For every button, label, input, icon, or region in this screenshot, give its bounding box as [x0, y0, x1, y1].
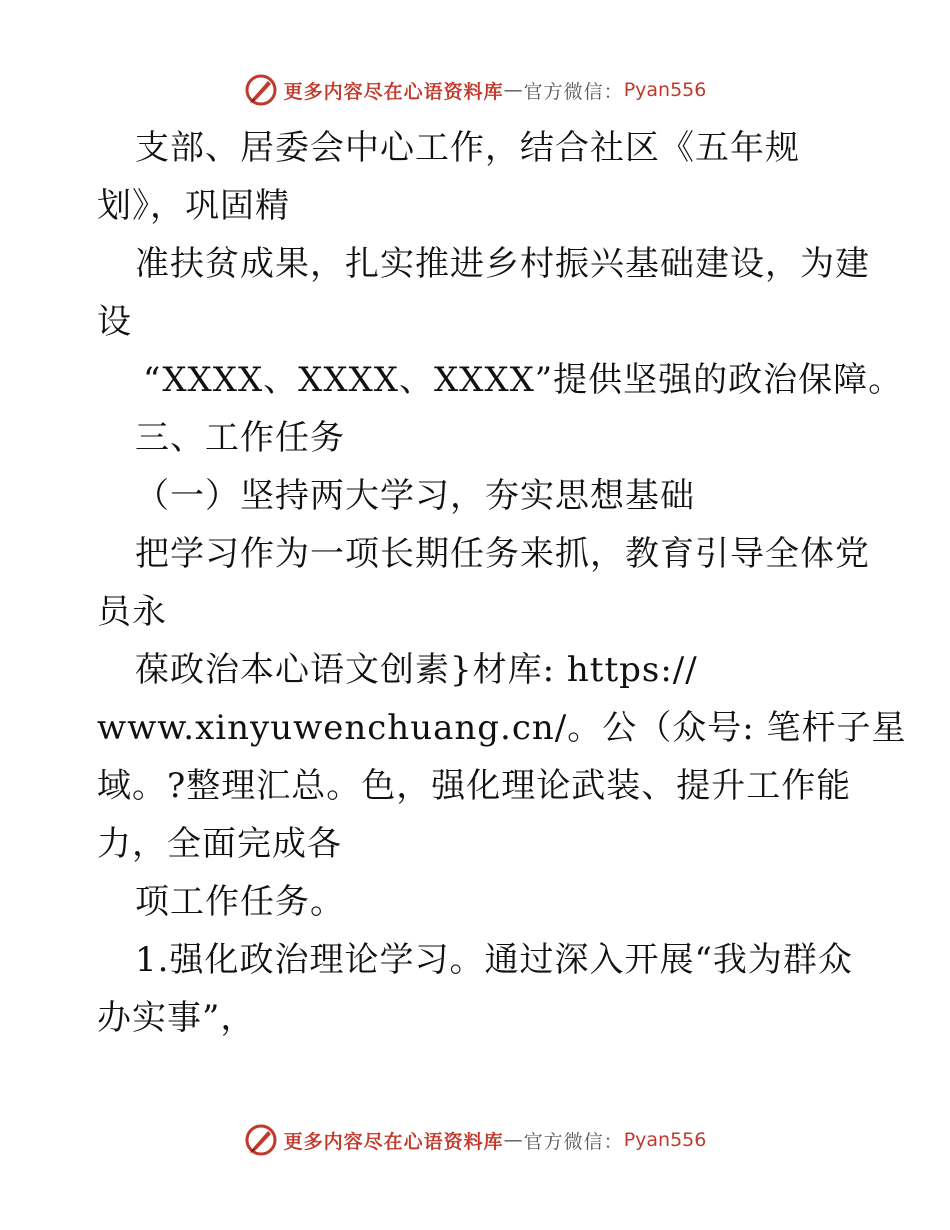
body-line-13: 力，全面完成各 [97, 824, 342, 864]
body-line-8: 把学习作为一项长期任务来抓，教育引导全体党 [135, 534, 870, 574]
body-line-15: 1.强化政治理论学习。通过深入开展“我为群众 [135, 940, 853, 980]
footer-banner-handle: Pyan556 [623, 1129, 707, 1151]
body-line-10: 葆政治本心语文创素}材库: https:// [135, 650, 698, 690]
section-heading: 三、工作任务 [135, 418, 345, 458]
body-line-11: www.xinyuwenchuang.cn/。公（众号: 笔杆子星 [97, 708, 907, 748]
header-banner-separator: — [503, 79, 524, 101]
subsection-heading: （一）坚持两大学习，夯实思想基础 [135, 476, 695, 516]
body-line-4: 设 [97, 302, 132, 342]
body-line-14: 项工作任务。 [135, 882, 345, 922]
body-line-3: 准扶贫成果，扎实推进乡村振兴基础建设，为建 [135, 244, 870, 284]
body-line-12: 域。?整理汇总。色，强化理论武装、提升工作能 [97, 766, 852, 806]
footer-banner-sub-text: 官方微信： [523, 1130, 624, 1153]
footer-banner-main-text: 更多内容尽在心语资料库 [283, 1130, 504, 1153]
body-line-5: “XXXX、XXXX、XXXX”提供坚强的政治保障。 [143, 360, 904, 400]
header-banner-handle: Pyan556 [623, 79, 707, 101]
footer-banner-separator: — [503, 1129, 524, 1151]
feather-pen-logo-icon [244, 73, 278, 107]
body-line-1: 支部、居委会中心工作，结合社区《五年规 [135, 128, 800, 168]
body-line-2: 划》，巩固精 [97, 186, 290, 226]
header-banner-sub-text: 官方微信： [523, 80, 624, 103]
footer-banner [0, 1120, 950, 1160]
body-line-16: 办实事”， [97, 998, 256, 1038]
header-banner [0, 70, 950, 110]
header-banner-main-text: 更多内容尽在心语资料库 [283, 80, 504, 103]
body-line-9: 员永 [97, 592, 167, 632]
feather-pen-logo-icon [244, 1123, 278, 1157]
